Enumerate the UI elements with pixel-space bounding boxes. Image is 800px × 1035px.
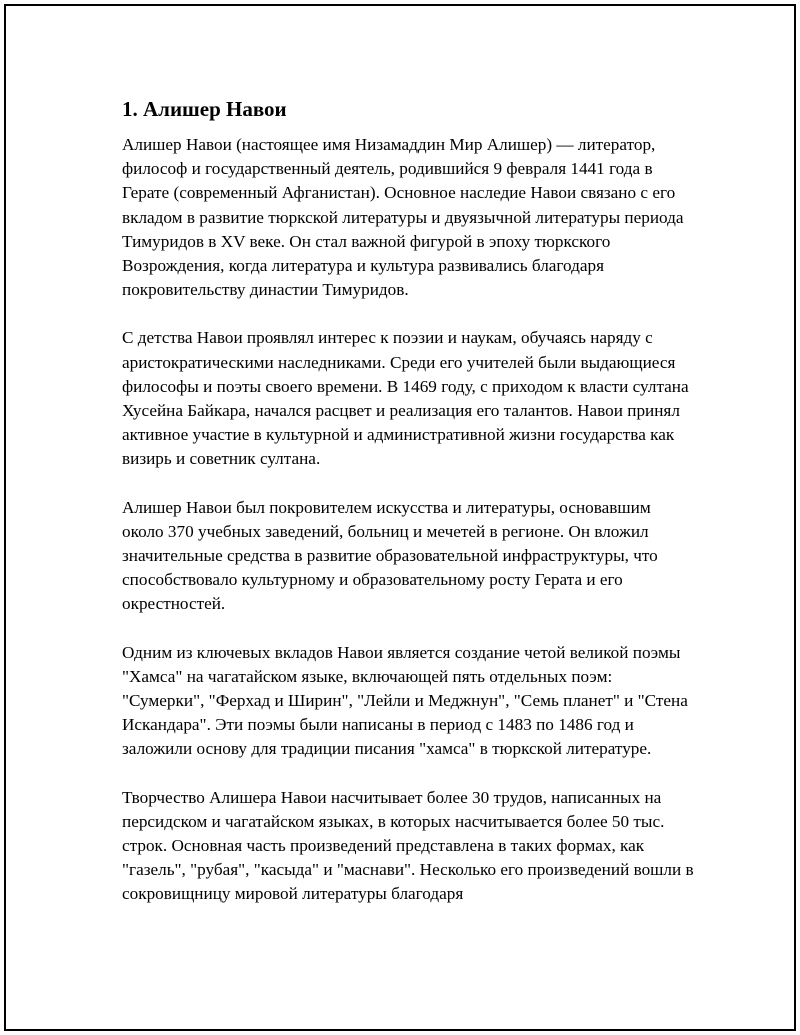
paragraph-works: Творчество Алишера Навои насчитывает более 30 трудов, написанных на персидском и чагатайском языках, в которых насчитывается более 50 тыс. строк. Основная часть произведений представлена в таких формах, как "газель", "рубая", "касыда" и "маснави". Несколько его произведений вошли в сокровищницу мировой литературы благодаря	[122, 787, 694, 904]
section-heading: 1. Алишер Навои	[122, 97, 287, 121]
paragraph-biography: Алишер Навои (настоящее имя Низамаддин Мир Алишер) — литератор, философ и государственный деятель, родившийся 9 февраля 1441 года в Герате (современный Афганистан). Основное наследие Навои связано с его вкладом в развитие тюркской литературы и двуязычной литературы периода Тимуридов в XV веке. Он стал важной фигурой в эпоху тюркского Возрождения, когда литература и культура развивались благодаря покровительству династии Тимуридов.	[122, 135, 684, 300]
paragraph-education: С детства Навои проявлял интерес к поэзии и наукам, обучаясь наряду с аристократическими наследниками. Среди его учителей были выдающиеся философы и поэты своего времени. В 1469 году, с приходом к власти султана Хусейна Байкара, начался расцвет и реализация его талантов. Навои принял активное участие в культурной и административной жизни государства как визирь и советник султана.	[122, 328, 689, 469]
document-body	[122, 94, 694, 931]
paragraph-khamsa: Одним из ключевых вкладов Навои является создание четой великой поэмы "Хамса" на чагатайском языке, включающей пять отдельных поэм: "Сумерки", "Ферхад и Ширин", "Лейли и Меджнун", "Семь планет" и "Стена Искандара". Эти поэмы были написаны в период с 1483 по 1486 год и заложили основу для традиции писания "хамса" в тюркской литературе.	[122, 642, 688, 759]
paragraph-patronage: Алишер Навои был покровителем искусства и литературы, основавшим около 370 учебных заведений, больниц и мечетей в регионе. Он вложил значительные средства в развитие образовательной инфраструктуры, что способствовало культурному и образовательному росту Герата и его окрестностей.	[122, 497, 658, 614]
document-page	[4, 4, 796, 1031]
